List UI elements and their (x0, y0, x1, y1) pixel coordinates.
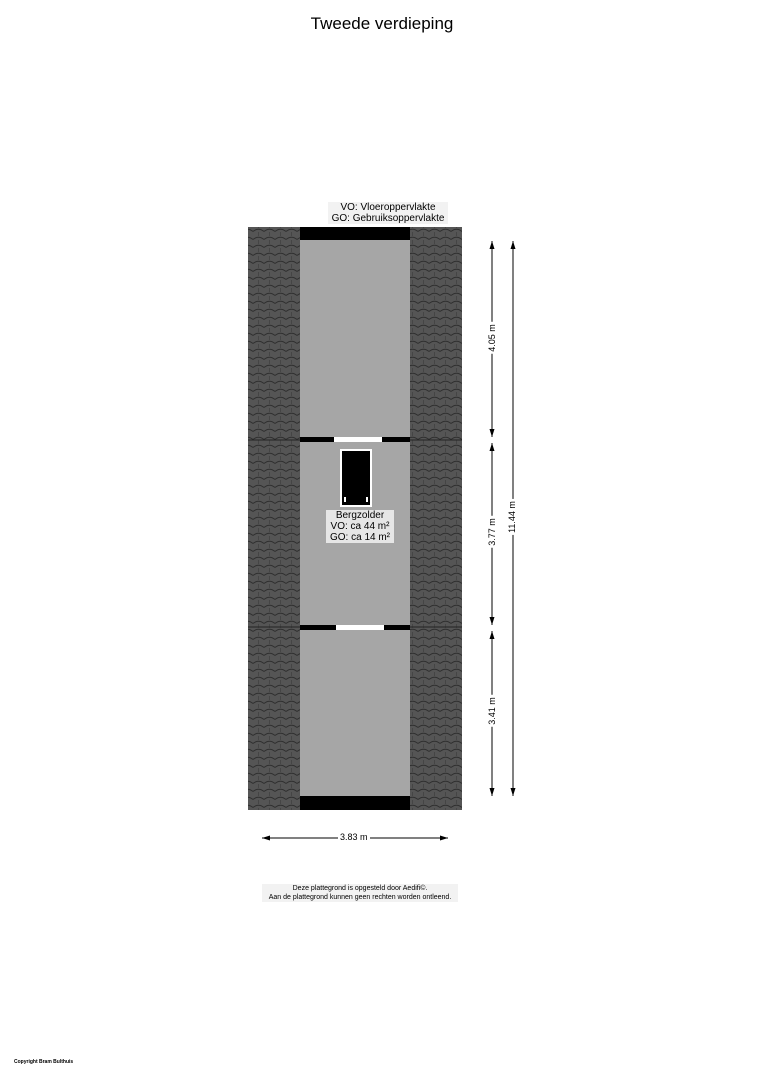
wall-bottom (300, 796, 410, 810)
disclaimer-line1: Deze plattegrond is opgesteld door Aedifi©. (292, 885, 428, 892)
dimension-label-width: 3.83 m (340, 832, 368, 842)
disclaimer (262, 884, 458, 902)
roof-left (248, 227, 300, 810)
dimension-arrowhead (511, 788, 516, 796)
wall-top (300, 227, 410, 240)
dimension-arrowhead (440, 836, 448, 841)
dimension-label-total: 11.44 m (506, 501, 517, 533)
room-name: Bergzolder (335, 510, 385, 521)
copyright: Copyright Bram Bulthuis (14, 1059, 74, 1065)
dimension-arrowhead (262, 836, 270, 841)
dimension-arrowhead (511, 241, 516, 249)
legend-go: GO: Gebruiksoppervlakte (331, 213, 445, 224)
disclaimer-line2: Aan de plattegrond kunnen geen rechten worden ontleend. (268, 894, 452, 901)
page-title: Tweede verdieping (310, 14, 454, 33)
room-go: GO: ca 14 m² (329, 532, 390, 543)
legend-vo: VO: Vloeroppervlakte (340, 202, 436, 213)
door-opening (336, 625, 384, 630)
dimension-label-segment2: 3.77 m (486, 518, 497, 546)
roof-hatch-inner (342, 451, 370, 505)
roof-right (410, 227, 462, 810)
room-vo: VO: ca 44 m² (330, 521, 390, 532)
dimension-label-segment3: 3.41 m (486, 697, 497, 725)
door-opening (334, 437, 382, 442)
hatch-hinge (366, 497, 368, 502)
dimension-label-segment1: 4.05 m (486, 324, 497, 352)
room-label (326, 510, 394, 543)
hatch-hinge (344, 497, 346, 502)
